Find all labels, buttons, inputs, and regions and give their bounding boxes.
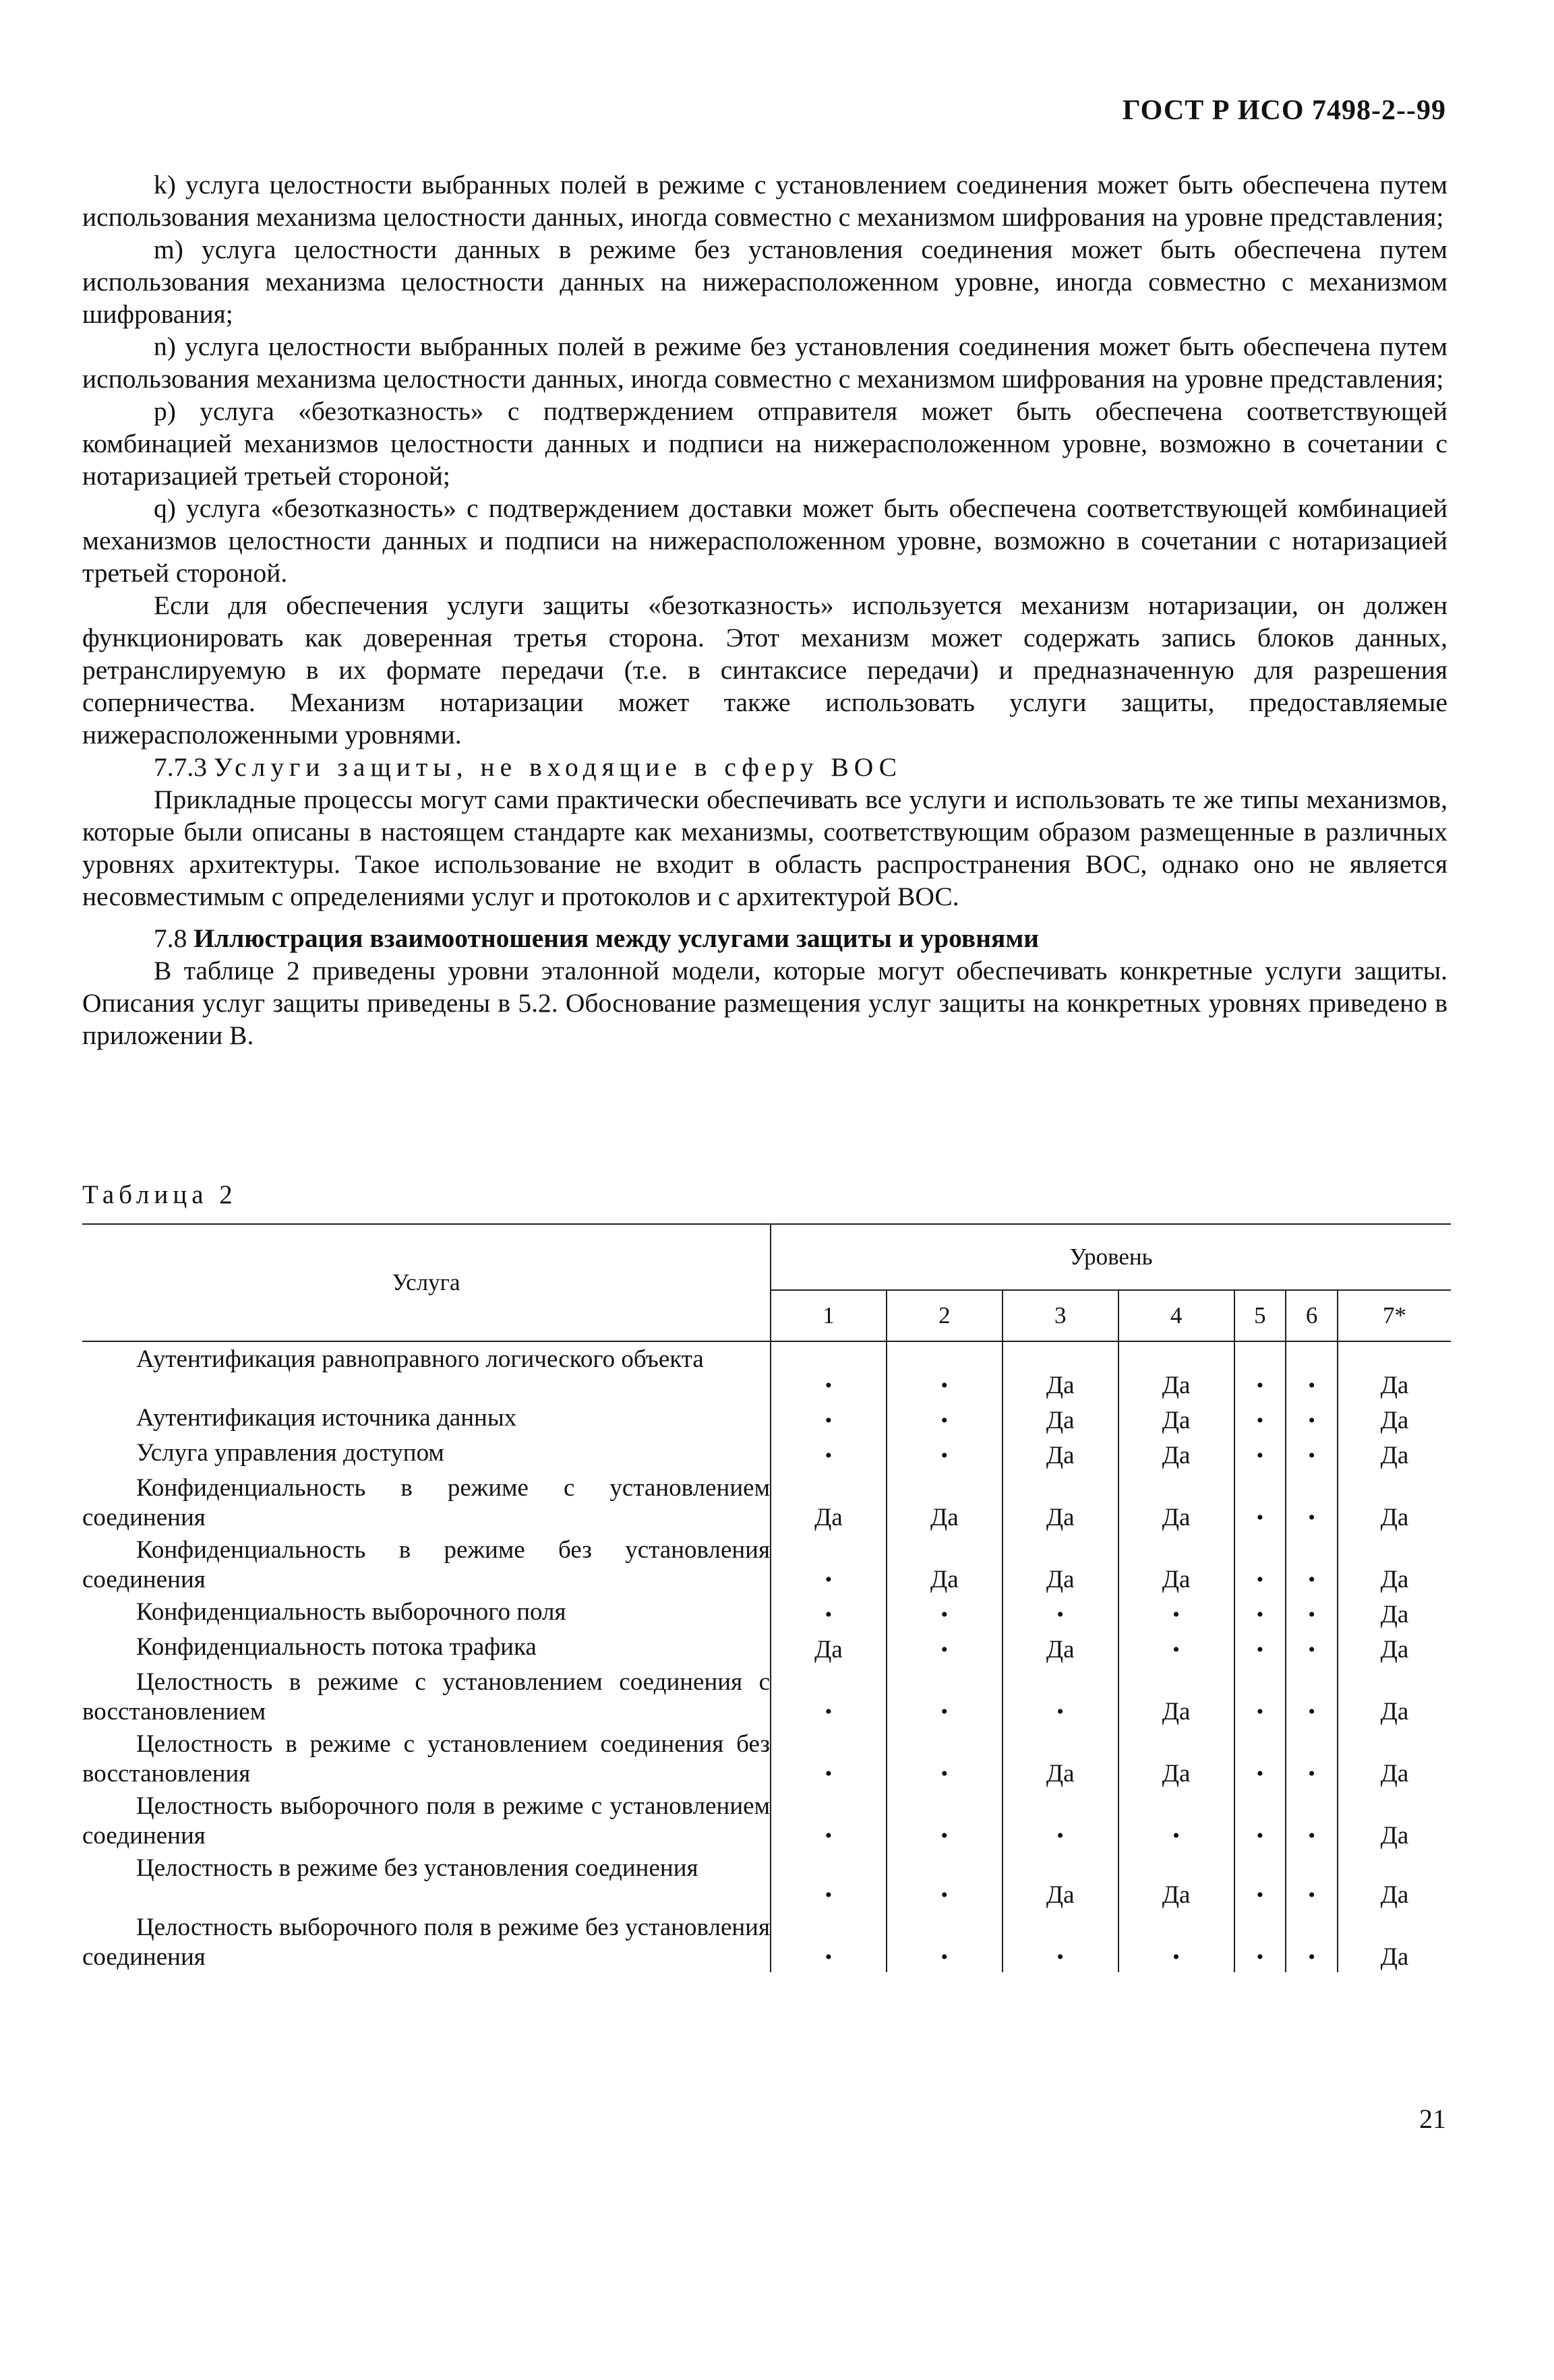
service-name: Конфиденциальность в режиме с установлением соединения: [82, 1474, 770, 1531]
table-row: [82, 1851, 1451, 1910]
level-5-value: [1234, 1630, 1286, 1665]
level-3-value: [1003, 1341, 1118, 1401]
table-row: [82, 1436, 1451, 1471]
service-name-cell: [82, 1341, 771, 1401]
level-2-value: [887, 1533, 1003, 1595]
service-name-cell: [82, 1789, 771, 1851]
value-text: •: [1256, 1568, 1264, 1591]
level-2-value: [887, 1851, 1003, 1910]
service-name-cell: [82, 1595, 771, 1630]
level-2-header: 2: [887, 1290, 1003, 1341]
level-1-value: [771, 1341, 887, 1401]
level-2-value: [887, 1401, 1003, 1436]
value-text: •: [1308, 1444, 1315, 1467]
level-1-value: [771, 1401, 887, 1436]
value-text: •: [1256, 1701, 1264, 1723]
level-4-value: [1118, 1595, 1234, 1630]
value-text: •: [1308, 1568, 1315, 1591]
value-text: •: [1256, 1444, 1264, 1467]
level-7-header: 7*: [1338, 1290, 1451, 1341]
value-text: Да: [1046, 1760, 1075, 1788]
level-4-value: [1118, 1341, 1234, 1401]
level-6-value: [1286, 1851, 1338, 1910]
level-6-header: 6: [1286, 1290, 1338, 1341]
level-6-value: [1286, 1471, 1338, 1533]
value-text: •: [825, 1374, 833, 1397]
level-3-value: [1003, 1471, 1118, 1533]
service-name: Целостность в режиме с установлением соединения без восстановления: [82, 1730, 770, 1788]
service-name: Целостность выборочного поля в режиме с установлением соединения: [82, 1792, 770, 1850]
value-text: •: [1172, 1825, 1180, 1847]
services-levels-table: [82, 1223, 1451, 1972]
value-text: Да: [1046, 1636, 1075, 1664]
value-text: •: [1308, 1946, 1315, 1968]
paragraph-m: m) услуга целостности данных в режиме без установления соединения может быть обеспечена путем использования механизма целостности данных на нижерасположенном уровне, иногда совместно с механизмом шифрования;: [82, 235, 1447, 329]
value-text: Да: [1380, 1698, 1409, 1726]
table-row: [82, 1341, 1451, 1401]
value-text: •: [1308, 1701, 1315, 1723]
level-3-value: [1003, 1851, 1118, 1910]
level-7-value: [1338, 1471, 1451, 1533]
level-6-value: [1286, 1595, 1338, 1630]
level-1-value: [771, 1595, 887, 1630]
value-text: •: [1256, 1639, 1264, 1661]
value-text: •: [940, 1374, 949, 1397]
value-text: •: [1256, 1825, 1264, 1847]
value-text: •: [940, 1409, 949, 1432]
service-name: Конфиденциальность выборочного поля: [136, 1598, 566, 1626]
level-4-value: [1118, 1401, 1234, 1436]
level-4-value: [1118, 1727, 1234, 1789]
section-number: 7.8: [154, 923, 187, 953]
level-4-value: [1118, 1910, 1234, 1972]
level-4-header: 4: [1118, 1290, 1234, 1341]
value-text: •: [825, 1763, 833, 1785]
level-3-value: [1003, 1533, 1118, 1595]
level-2-value: [887, 1595, 1003, 1630]
level-6-value: [1286, 1665, 1338, 1727]
value-text: •: [1308, 1639, 1315, 1661]
level-1-value: [771, 1533, 887, 1595]
column-header-level: Уровень: [771, 1224, 1451, 1290]
value-text: •: [825, 1701, 833, 1723]
column-header-service: Услуга: [82, 1224, 771, 1341]
service-name: Целостность в режиме с установлением соединения с восстановлением: [82, 1668, 770, 1726]
level-3-value: [1003, 1436, 1118, 1471]
paragraph-k: k) услуга целостности выбранных полей в режиме с установлением соединения может быть обеспечена путем использования механизма целостности данных, иногда совместно с механизмом шифрования на уровне представления;: [82, 170, 1447, 232]
table-row: [82, 1727, 1451, 1789]
table-row: [82, 1665, 1451, 1727]
value-text: Да: [1380, 1822, 1409, 1850]
paragraph-notarization: Если для обеспечения услуги защиты «безотказность» используется механизм нотаризации, он должен функционировать как доверенная третья сторона. Этот механизм может содержать запись блоков данных, ретранслируемую в их формате передачи (т.е. в синтаксисе передачи) и предназначенную для разрешения соперничества. Механизм нотаризации может также использовать услуги защиты, предоставляемые нижерасположенными уровнями.: [82, 590, 1447, 750]
value-text: Да: [814, 1504, 843, 1531]
value-text: Да: [1162, 1698, 1191, 1726]
value-text: •: [1172, 1946, 1180, 1968]
value-text: Да: [1046, 1407, 1075, 1434]
table-body: [82, 1341, 1451, 1972]
value-text: •: [940, 1825, 949, 1847]
value-text: •: [1256, 1946, 1264, 1968]
level-7-value: [1338, 1910, 1451, 1972]
value-text: Да: [1380, 1442, 1409, 1469]
value-text: Да: [1380, 1372, 1409, 1399]
paragraph-q: q) услуга «безотказность» с подтверждением доставки может быть обеспечена соответствующей комбинацией механизмов целостности данных и подписи на нижерасположенном уровне, возможно в сочетании с нотаризацией третьей стороной.: [82, 493, 1447, 588]
value-text: •: [1056, 1825, 1064, 1847]
value-text: Да: [1162, 1566, 1191, 1593]
level-5-value: [1234, 1533, 1286, 1595]
table-row: [82, 1471, 1451, 1533]
level-1-value: [771, 1727, 887, 1789]
level-5-value: [1234, 1595, 1286, 1630]
level-7-value: [1338, 1665, 1451, 1727]
value-text: Да: [1380, 1943, 1409, 1971]
value-text: •: [1308, 1884, 1315, 1906]
level-6-value: [1286, 1727, 1338, 1789]
value-text: •: [825, 1825, 833, 1847]
service-name: Целостность выборочного поля в режиме без установления соединения: [82, 1914, 770, 1971]
value-text: Да: [1046, 1372, 1075, 1399]
value-text: •: [1308, 1825, 1315, 1847]
value-text: Да: [1380, 1566, 1409, 1593]
document-header: ГОСТ Р ИСО 7498-2--99: [1123, 95, 1446, 126]
level-2-value: [887, 1471, 1003, 1533]
service-name: Целостность в режиме без установления соединения: [136, 1854, 698, 1882]
value-text: Да: [1380, 1504, 1409, 1531]
service-name: Аутентификация равноправного логического объекта: [136, 1345, 704, 1373]
value-text: Да: [930, 1504, 959, 1531]
level-3-value: [1003, 1630, 1118, 1665]
value-text: Да: [1162, 1442, 1191, 1469]
value-text: Да: [1162, 1881, 1191, 1909]
table-row: [82, 1401, 1451, 1436]
value-text: Да: [1046, 1442, 1075, 1469]
value-text: Да: [1046, 1504, 1075, 1531]
level-7-value: [1338, 1595, 1451, 1630]
level-1-value: [771, 1665, 887, 1727]
value-text: •: [1256, 1604, 1264, 1626]
level-5-value: [1234, 1341, 1286, 1401]
level-5-value: [1234, 1665, 1286, 1727]
value-text: Да: [1162, 1372, 1191, 1399]
section-heading-7-7-3: [82, 751, 1447, 783]
value-text: •: [825, 1444, 833, 1467]
value-text: •: [825, 1946, 833, 1968]
service-name-cell: [82, 1630, 771, 1665]
level-1-value: [771, 1789, 887, 1851]
level-5-value: [1234, 1910, 1286, 1972]
value-text: •: [1256, 1884, 1264, 1906]
section-title: Услуги защиты, не входящие в сферу ВОС: [213, 752, 903, 782]
level-5-header: 5: [1234, 1290, 1286, 1341]
value-text: •: [1256, 1763, 1264, 1785]
level-7-value: [1338, 1533, 1451, 1595]
level-7-value: [1338, 1851, 1451, 1910]
value-text: •: [1056, 1946, 1064, 1968]
level-4-value: [1118, 1789, 1234, 1851]
service-name: Услуга управления доступом: [136, 1439, 444, 1467]
level-6-value: [1286, 1910, 1338, 1972]
level-1-value: [771, 1630, 887, 1665]
value-text: •: [825, 1409, 833, 1432]
level-7-value: [1338, 1401, 1451, 1436]
level-6-value: [1286, 1401, 1338, 1436]
value-text: •: [825, 1568, 833, 1591]
value-text: •: [1256, 1409, 1264, 1432]
level-3-value: [1003, 1789, 1118, 1851]
table-row: [82, 1533, 1451, 1595]
service-name-cell: [82, 1910, 771, 1972]
value-text: Да: [1046, 1566, 1075, 1593]
section-title: Иллюстрация взаимоотношения между услугами защиты и уровнями: [193, 923, 1039, 953]
service-name-cell: [82, 1533, 771, 1595]
level-4-value: [1118, 1471, 1234, 1533]
level-4-value: [1118, 1630, 1234, 1665]
paragraph-table-intro: В таблице 2 приведены уровни эталонной модели, которые могут обеспечивать конкретные услуги защиты. Описания услуг защиты приведены в 5.2. Обоснование размещения услуг защиты на конкретных уровнях приведено в приложении В.: [82, 956, 1447, 1050]
level-3-header: 3: [1003, 1290, 1118, 1341]
level-7-value: [1338, 1727, 1451, 1789]
value-text: •: [1256, 1506, 1264, 1529]
value-text: •: [940, 1701, 949, 1723]
level-3-value: [1003, 1727, 1118, 1789]
value-text: Да: [1380, 1881, 1409, 1909]
level-4-value: [1118, 1436, 1234, 1471]
value-text: •: [940, 1444, 949, 1467]
value-text: Да: [1380, 1636, 1409, 1664]
value-text: •: [1172, 1639, 1180, 1661]
value-text: •: [940, 1604, 949, 1626]
level-1-value: [771, 1851, 887, 1910]
value-text: Да: [814, 1636, 843, 1664]
level-1-value: [771, 1910, 887, 1972]
level-5-value: [1234, 1851, 1286, 1910]
service-name-cell: [82, 1851, 771, 1910]
value-text: •: [940, 1763, 949, 1785]
level-2-value: [887, 1665, 1003, 1727]
paragraph-application-processes: Прикладные процессы могут сами практически обеспечивать все услуги и использовать те же типы механизмов, которые были описаны в настоящем стандарте как механизмы, соответствующим образом размещенные в различных уровнях архитектуры. Такое использование не входит в область распространения ВОС, однако оно не является несовместимым с определениями услуг и протоколов и с архитектурой ВОС.: [82, 785, 1447, 911]
value-text: Да: [1380, 1407, 1409, 1434]
level-2-value: [887, 1436, 1003, 1471]
level-1-value: [771, 1471, 887, 1533]
level-5-value: [1234, 1471, 1286, 1533]
value-text: •: [1308, 1409, 1315, 1432]
value-text: •: [940, 1884, 949, 1906]
level-2-value: [887, 1630, 1003, 1665]
level-3-value: [1003, 1595, 1118, 1630]
value-text: •: [1172, 1604, 1180, 1626]
level-3-value: [1003, 1665, 1118, 1727]
value-text: •: [825, 1884, 833, 1906]
value-text: •: [1056, 1701, 1064, 1723]
level-4-value: [1118, 1851, 1234, 1910]
table-row: [82, 1595, 1451, 1630]
value-text: •: [1256, 1374, 1264, 1397]
table-row: [82, 1910, 1451, 1972]
value-text: •: [1308, 1506, 1315, 1529]
level-5-value: [1234, 1727, 1286, 1789]
level-6-value: [1286, 1630, 1338, 1665]
level-1-value: [771, 1436, 887, 1471]
service-name-cell: [82, 1727, 771, 1789]
level-1-header: 1: [771, 1290, 887, 1341]
level-6-value: [1286, 1533, 1338, 1595]
service-name-cell: [82, 1436, 771, 1471]
level-5-value: [1234, 1789, 1286, 1851]
level-5-value: [1234, 1436, 1286, 1471]
value-text: •: [825, 1604, 833, 1626]
value-text: •: [1308, 1763, 1315, 1785]
value-text: Да: [930, 1566, 959, 1593]
value-text: •: [940, 1946, 949, 1968]
level-7-value: [1338, 1436, 1451, 1471]
level-6-value: [1286, 1789, 1338, 1851]
service-name-cell: [82, 1471, 771, 1533]
value-text: •: [1308, 1374, 1315, 1397]
level-7-value: [1338, 1630, 1451, 1665]
body-text: [82, 169, 1447, 1051]
level-3-value: [1003, 1401, 1118, 1436]
value-text: Да: [1162, 1760, 1191, 1788]
service-name: Конфиденциальность потока трафика: [136, 1633, 537, 1661]
level-5-value: [1234, 1401, 1286, 1436]
service-name-cell: [82, 1665, 771, 1727]
value-text: Да: [1046, 1881, 1075, 1909]
value-text: Да: [1380, 1601, 1409, 1628]
level-6-value: [1286, 1341, 1338, 1401]
section-number: 7.7.3: [154, 752, 207, 782]
value-text: •: [940, 1639, 949, 1661]
table-row: [82, 1789, 1451, 1851]
level-2-value: [887, 1910, 1003, 1972]
value-text: •: [1308, 1604, 1315, 1626]
level-4-value: [1118, 1533, 1234, 1595]
level-2-value: [887, 1789, 1003, 1851]
level-3-value: [1003, 1910, 1118, 1972]
paragraph-n: n) услуга целостности выбранных полей в режиме без установления соединения может быть обеспечена путем использования механизма целостности данных, иногда совместно с механизмом шифрования на уровне представления;: [82, 332, 1447, 394]
level-4-value: [1118, 1665, 1234, 1727]
service-name: Конфиденциальность в режиме без установления соединения: [82, 1536, 770, 1593]
level-2-value: [887, 1341, 1003, 1401]
page-number: 21: [1419, 2104, 1446, 2134]
service-name: Аутентификация источника данных: [136, 1404, 517, 1432]
level-7-value: [1338, 1789, 1451, 1851]
table-caption: Таблица 2: [82, 1180, 237, 1209]
level-7-value: [1338, 1341, 1451, 1401]
value-text: Да: [1162, 1504, 1191, 1531]
value-text: Да: [1162, 1407, 1191, 1434]
table-row: [82, 1630, 1451, 1665]
value-text: Да: [1380, 1760, 1409, 1788]
paragraph-p: p) услуга «безотказность» с подтверждением отправителя может быть обеспечена соответствующей комбинацией механизмов целостности данных и подписи на нижерасположенном уровне, возможно в сочетании с нотаризацией третьей стороной;: [82, 396, 1447, 491]
level-2-value: [887, 1727, 1003, 1789]
value-text: •: [1056, 1604, 1064, 1626]
section-heading-7-8: [82, 922, 1447, 954]
level-6-value: [1286, 1436, 1338, 1471]
service-name-cell: [82, 1401, 771, 1436]
